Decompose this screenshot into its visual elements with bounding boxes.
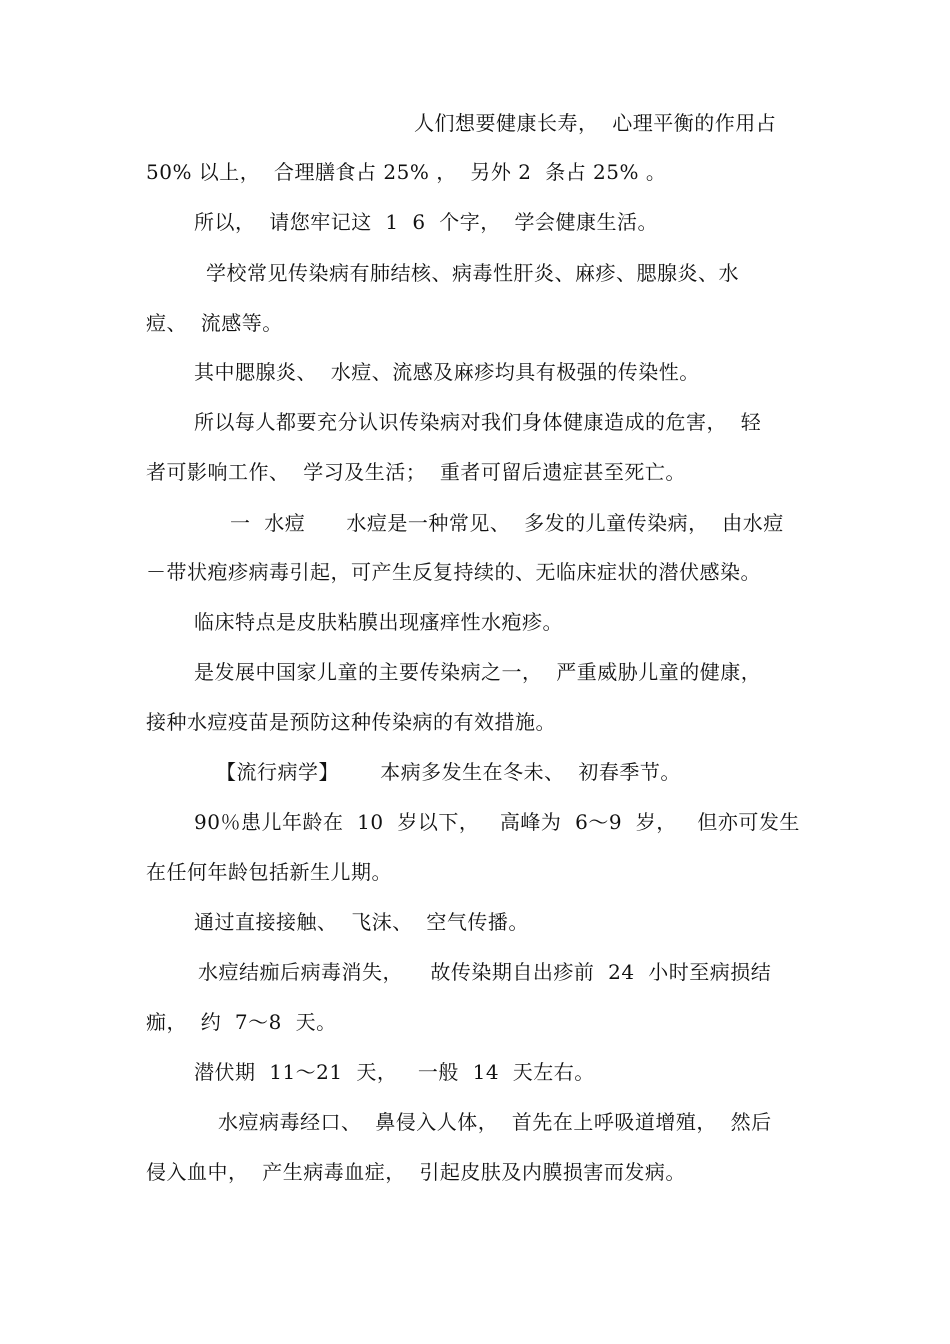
text-line: 一 水痘 水痘是一种常见、 多发的儿童传染病， 由水痘 <box>230 511 784 535</box>
text-line: 临床特点是皮肤粘膜出现瘙痒性水疱疹。 <box>194 610 563 634</box>
text-line: 痘、 流感等。 <box>146 311 283 335</box>
text-line: 90％患儿年龄在 10 岁以下， 高峰为 6～9 岁， 但亦可发生 <box>194 810 800 834</box>
text-line: 潜伏期 11～21 天， 一般 14 天左右。 <box>194 1060 595 1084</box>
text-line: 水痘病毒经口、 鼻侵入人体， 首先在上呼吸道增殖， 然后 <box>218 1110 772 1134</box>
text-line: 【流行病学】 本病多发生在冬未、 初春季节。 <box>216 760 681 784</box>
text-line: 人们想要健康长寿， 心理平衡的作用占 <box>414 111 777 135</box>
text-line: 侵入血中， 产生病毒血症， 引起皮肤及内膜损害而发病。 <box>146 1160 686 1184</box>
text-line: 通过直接接触、 飞沫、 空气传播。 <box>194 910 529 934</box>
text-line: 接种水痘疫苗是预防这种传染病的有效措施。 <box>146 710 556 734</box>
text-line: －带状疱疹病毒引起，可产生反复持续的、无临床症状的潜伏感染。 <box>146 560 761 584</box>
text-line: 水痘结痂后病毒消失， 故传染期自出疹前 24 小时至病损结 <box>198 960 772 984</box>
text-line: 是发展中国家儿童的主要传染病之一， 严重威胁儿童的健康， <box>194 660 762 684</box>
text-line: 学校常见传染病有肺结核、病毒性肝炎、麻疹、腮腺炎、水 <box>206 261 739 285</box>
text-line: 所以每人都要充分认识传染病对我们身体健康造成的危害， 轻 <box>194 410 762 434</box>
text-line: 50% 以上， 合理膳食占 25% ， 另外 2 条占 25% 。 <box>146 160 667 184</box>
text-line: 者可影响工作、 学习及生活； 重者可留后遗症甚至死亡。 <box>146 460 686 484</box>
text-line: 所以， 请您牢记这 1 6 个字， 学会健康生活。 <box>194 210 659 234</box>
text-line: 在任何年龄包括新生儿期。 <box>146 860 392 884</box>
text-line: 其中腮腺炎、 水痘、流感及麻疹均具有极强的传染性。 <box>194 360 700 384</box>
text-line: 痂， 约 7～8 天。 <box>146 1010 337 1034</box>
